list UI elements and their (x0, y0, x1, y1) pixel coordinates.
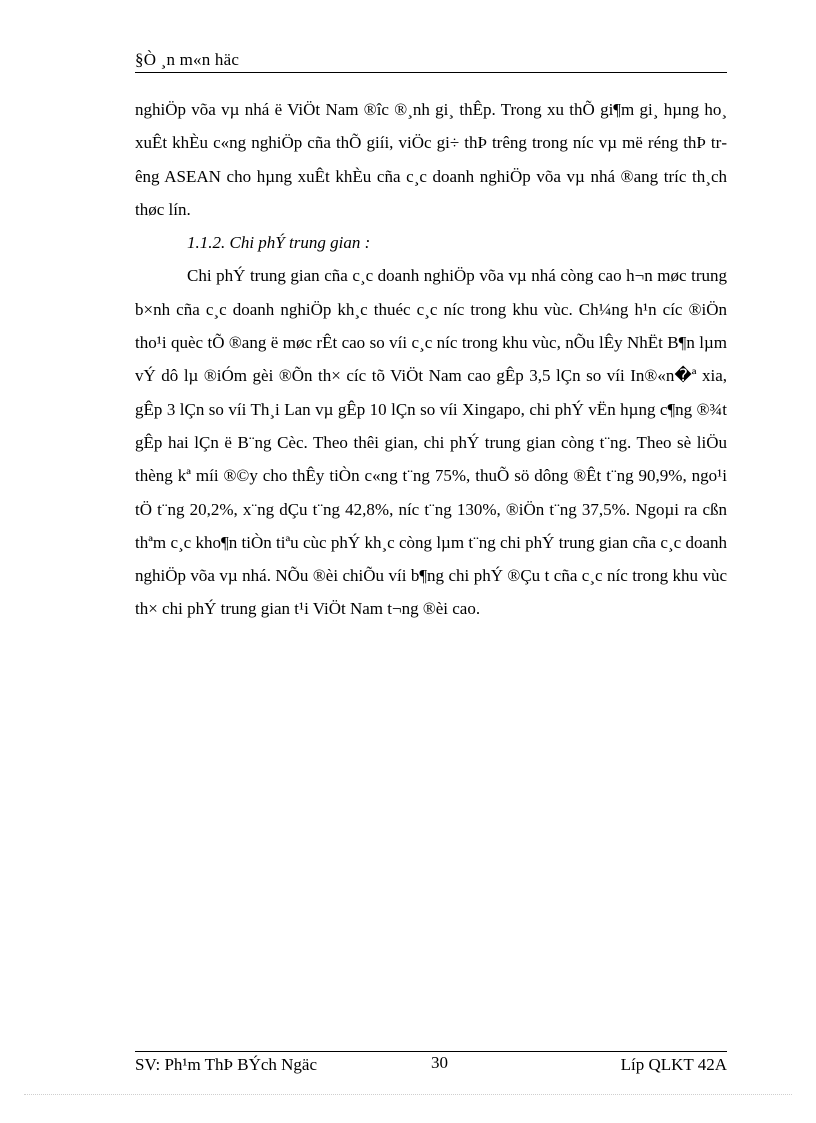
page-number: 30 (431, 1053, 448, 1072)
footer-divider (135, 1051, 727, 1052)
header-divider (135, 72, 727, 73)
paragraph-1: nghiÖp võa vµ nhá ë ViÖt Nam ®îc ®¸nh gi¸ thÊp. Trong xu thÕ gi¶m gi¸ hµng ho¸ xuÊt khÈu c«ng nghiÖp cña thÕ giíi, viÖc gi÷ thÞ trêng trong níc vµ më réng thÞ trêng ASEAN cho hµng xuÊt khÈu cña c¸c doanh nghiÖp võa vµ nhá ®ang tríc th¸ch thøc lín. (135, 100, 727, 219)
footer-student: SV: Ph¹m ThÞ BÝch Ngäc (135, 1055, 318, 1074)
section-heading: 1.1.2. Chi phÝ trung gian : (187, 233, 371, 253)
page-body (135, 93, 727, 626)
footer-class: Líp QLKT 42A (620, 1055, 727, 1074)
paragraph-2: Chi phÝ trung gian cña c¸c doanh nghiÖp võa vµ nhá còng cao h¬n møc trung b×nh cña c¸c doanh nghiÖp kh¸c thuéc c¸c níc trong khu vùc. Ch¼ng h¹n cíc ®iÖn tho¹i quèc tÕ ®ang ë møc rÊt cao so víi c¸c níc trong khu vùc, nÕu lÊy NhËt B¶n lµm vÝ dô lµ ®iÓm gèi ®Õn th× cíc tõ ViÖt Nam cao gÊp 3,5 lÇn so víi In®«n�ª xia, gÊp 3 lÇn so víi Th¸i Lan vµ gÊp 10 lÇn so víi Xingapo, chi phÝ vËn hµng c¶ng ®¾t gÊp hai lÇn ë B¨ng Cèc. Theo thêi gian, chi phÝ trung gian còng t¨ng. Theo sè liÖu thèng kª míi ®©y cho thÊy tiÒn c«ng t¨ng 75%, thuÕ sö dông ®Êt t¨ng 90,9%, ngo¹i tÖ t¨ng 20,2%, x¨ng dÇu t¨ng 42,8%, níc t¨ng 130%, ®iÖn t¨ng 37,5%. Ngoµi ra cßn thªm c¸c kho¶n tiÒn tiªu cùc phÝ kh¸c còng lµm t¨ng chi phÝ trung gian cña c¸c doanh nghiÖp võa vµ nhá. NÕu ®èi chiÕu víi b¶ng chi phÝ ®Çu t cña c¸c níc trong khu vùc th× chi phÝ trung gian t¹i ViÖt Nam t¬ng ®èi cao. (135, 266, 727, 619)
page-edge-divider (24, 1094, 792, 1095)
header-title: §Ò ¸n m«n häc (135, 50, 240, 69)
